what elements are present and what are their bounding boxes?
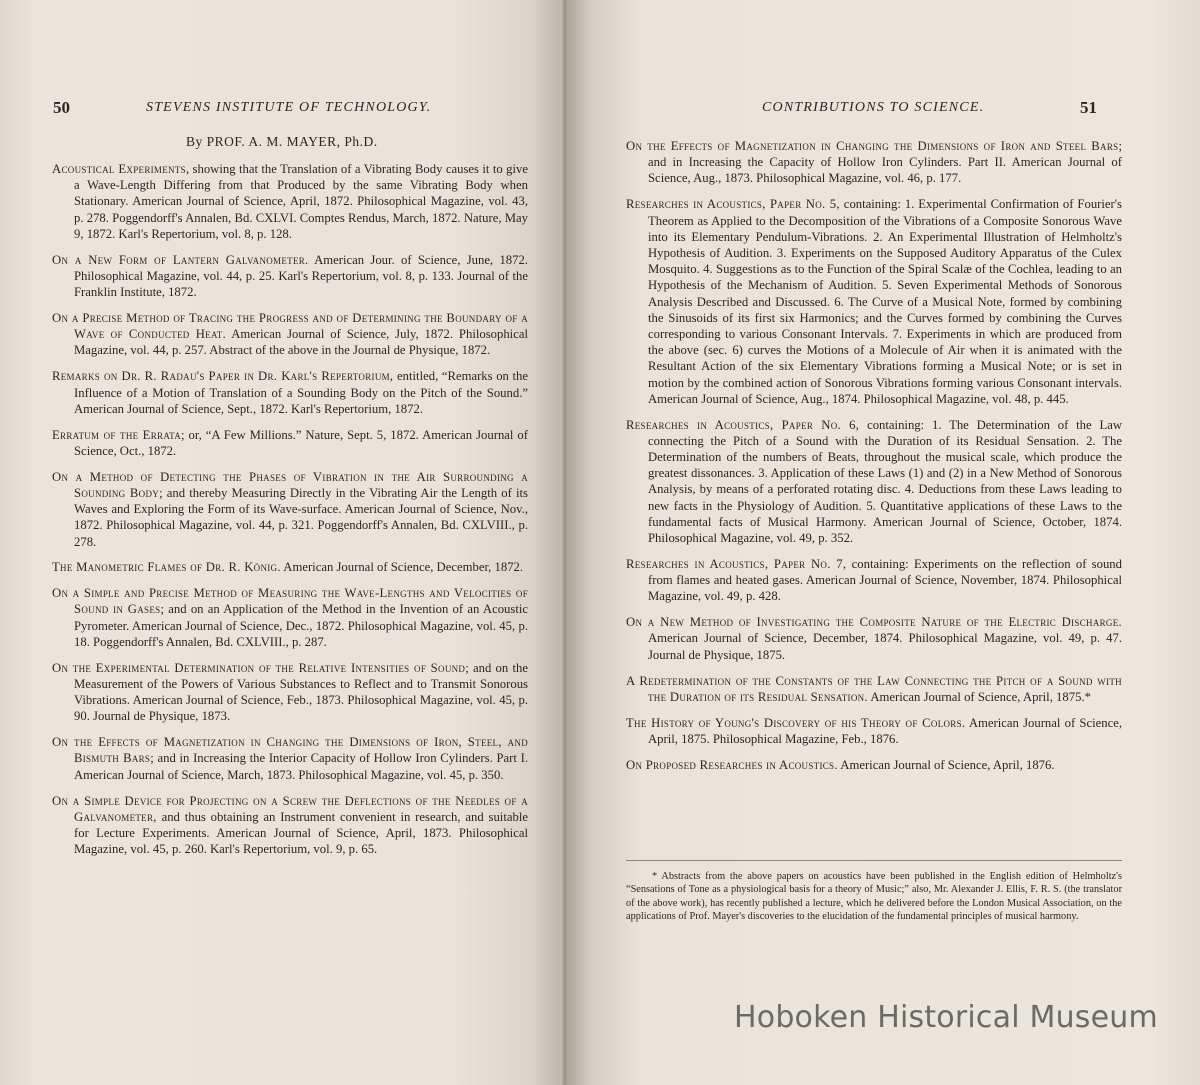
entry-title: Erratum of the Errata (52, 427, 182, 442)
entry-citation: ; and in Increasing the Capacity of Hollow Iron Cylinders. Part II. American Journal of Science, Aug., 1873. Philosophical Magazine, vol. 46, p. 177. (648, 139, 1122, 186)
entry-title: On the Effects of Magnetization in Changing the Dimensions of Iron and Steel Bars (626, 139, 1119, 153)
right-page-number: 51 (1080, 98, 1097, 117)
entry-citation: containing: 1. The Determination of the Law connecting the Pitch of a Sound with the Duration of its Residual Sensation. 2. The Determination of the numbers of Beats, throughout the musical scale, which produce the greatest dissonances. 3. Application of these Laws (1) and (2) in a New Method of Sonorous Analysis, by means of a perforated rotating disc. 4. Deductions from these Laws leading to new facts in the Physiology of Audition. 5. Quantitative applications of these Laws to the fundamental facts of Musical Harmony. American Journal of Science, October, 1874. Philosophical Magazine, vol. 49, p. 352. (648, 417, 1122, 546)
bibliography-entry (626, 556, 1122, 605)
left-running-head: STEVENS INSTITUTE OF TECHNOLOGY. (146, 100, 432, 115)
entry-citation: ; and on the Measurement of the Powers of Various Substances to Reflect and to Transmit Sonorous Vibrations. American Journal of Science, Feb., 1873. Philosophical Magazine, vol. 45, p. 90. Journal de Physique, 1873. (74, 660, 528, 724)
entry-title: A Redetermination of the Constants of the Law Connecting the Pitch of a Sound with the Duration of its Residual Sensation. (626, 673, 1122, 704)
bibliography-entry (52, 310, 528, 359)
left-page-number: 50 (53, 98, 70, 117)
bibliography-entry (52, 427, 528, 459)
footnote-divider (626, 860, 1122, 861)
entry-title: Researches in Acoustics, Paper No. 6, (626, 417, 860, 432)
entry-citation: American Journal of Science, April, 1875. Philosophical Magazine, Feb., 1876. (648, 715, 1123, 746)
entry-citation: American Journal of Science, December, 1874. Philosophical Magazine, vol. 49, p. 47. Journal de Physique, 1875. (648, 631, 1122, 662)
bibliography-entry (52, 161, 528, 242)
bibliography-entry (52, 793, 528, 858)
right-running-head: CONTRIBUTIONS TO SCIENCE. (762, 100, 985, 115)
entry-title: Remarks on Dr. R. Radau's Paper in Dr. Karl's Repertorium, (52, 369, 394, 384)
left-bibliography-list (52, 161, 528, 867)
bibliography-entry (52, 368, 528, 417)
entry-title: The History of Young's Discovery of his Theory of Colors. (626, 715, 966, 730)
entry-citation: American Journal of Science, December, 1872. (280, 560, 524, 575)
entry-citation: ; and in Increasing the Interior Capacity of Hollow Iron Cylinders. Part I. American Journal of Science, March, 1873. Philosophical Magazine, vol. 45, p. 350. (74, 751, 528, 782)
bibliography-entry (626, 757, 1122, 773)
entry-citation: American Journal of Science, April, 1876. (837, 757, 1055, 772)
bibliography-entry (52, 734, 528, 783)
bibliography-entry (626, 614, 1122, 663)
entry-title: On a Precise Method of Tracing the Progress and of Determining the Boundary of a Wave of Conducted Heat. (52, 311, 528, 342)
entry-citation: American Journal of Science, April, 1875.* (867, 689, 1091, 704)
left-page (0, 0, 566, 1085)
entry-citation: containing: Experiments on the reflection of sound from flames and heated gases. American Journal of Science, November, 1874. Philosophical Magazine, vol. 49, p. 428. (648, 556, 1122, 604)
entry-title: Acoustical Experiments (52, 162, 186, 176)
bibliography-entry (52, 559, 528, 575)
entry-title: On the Effects of Magnetization in Changing the Dimensions of Iron, Steel, and Bismuth Bars (52, 735, 528, 766)
bibliography-entry (626, 196, 1122, 407)
entry-citation: , showing that the Translation of a Vibrating Body causes it to give a Wave-Length Differing from that Produced by the same Vibrating Body when Stationary. American Journal of Science, April, 1872. Philosophical Magazine, vol. 43, p. 278. Poggendorff's Annalen, Bd. CXLVI. Comptes Rendus, March, 1872. Nature, May 9, 1872. Karl's Repertorium, vol. 8, p. 128. (74, 162, 528, 241)
entry-citation: ; or, “A Few Millions.” Nature, Sept. 5, 1872. American Journal of Science, Oct., 1872. (74, 427, 529, 458)
right-page (566, 0, 1200, 1085)
entry-title: On Proposed Researches in Acoustics. (626, 757, 838, 772)
bibliography-entry (626, 417, 1122, 547)
bibliography-entry (626, 138, 1122, 187)
entry-citation: ; and thereby Measuring Directly in the Vibrating Air the Length of its Waves and Exploring the Form of its Wave-surface. American Journal of Science, Nov., 1872. Philosophical Magazine, vol. 44, p. 321. Poggendorff's Annalen, Bd. CXLVIII., p. 278. (74, 485, 528, 549)
entry-citation: ; and on an Application of the Method in the Invention of an Acoustic Pyrometer. American Journal of Science, Dec., 1872. Philosophical Magazine, vol. 45, p. 18. Poggendorff's Annalen, Bd. CXLVIII., p. 287. (74, 602, 529, 649)
footnote: * Abstracts from the above papers on acoustics have been published in the English edition of Helmholtz's “Sensations of Tone as a physiological basis for a theory of Music;” also, Mr. Alexander J. Ellis, F. R. S. (the translator of the above work), has recently published a lecture, which he delivered before the London Musical Association, on the applications of Prof. Mayer's discoveries to the elucidation of the fundamental principles of musical harmony. (626, 871, 1122, 923)
entry-citation: containing: 1. Experimental Confirmation of Fourier's Theorem as Applied to the Decomposition of the Vibrations of a Composite Sonorous Wave into its Elementary Pendulum-Vibrations. 2. An Experimental Illustration of Helmholtz's Hypothesis of Audition. 3. Experiments on the Supposed Auditory Apparatus of the Culex Mosquito. 4. Suggestions as to the Function of the Spiral Scalæ of the Cochlea, leading to an Hypothesis of the Mechanism of Audition. 5. Seven Experimental Methods of Sonorous Analysis Described and Discussed. 6. The Curve of a Musical Note, formed by combining the Sinusoids of its first six Harmonics; and the Curves formed by combining the Curves corresponding to various Consonant Intervals. 7. Experiments in which are produced from the above (sec. 6) curves the Motions of a Molecule of Air when it is animated with the Resultant Action of the six Elementary Vibrations forming a Musical Note; or is set in motion by the combined action of Sonorous Vibrations forming various Consonant intervals. American Journal of Science, Aug., 1874. Philosophical Magazine, vol. 48, p. 445. (648, 197, 1122, 406)
entry-title: The Manometric Flames of Dr. R. König. (52, 560, 281, 575)
bibliography-entry (52, 585, 528, 650)
author-line: By PROF. A. M. MAYER, Ph.D. (186, 134, 378, 149)
museum-watermark: Hoboken Historical Museum (734, 1000, 1158, 1035)
bibliography-entry (52, 660, 528, 725)
entry-title: On a Simple Device for Projecting on a Screw the Deflections of the Needles of a Galvanometer, (52, 793, 528, 824)
entry-citation: entitled, “Remarks on the Influence of a Motion of Translation of a Sounding Body on the Pitch of the Sound.” American Journal of Science, Sept., 1872. Karl's Repertorium, 1872. (74, 369, 528, 416)
bibliography-entry (52, 469, 528, 550)
entry-citation: American Journal of Science, July, 1872. Philosophical Magazine, vol. 44, p. 257. Abstract of the above in the Journal de Physique, 1872. (74, 327, 528, 358)
bibliography-entry (626, 673, 1122, 705)
bibliography-entry (52, 252, 528, 301)
entry-title: On a Method of Detecting the Phases of Vibration in the Air Surrounding a Sounding Body (52, 469, 528, 500)
bibliography-entry (626, 715, 1122, 747)
entry-title: On the Experimental Determination of the Relative Intensities of Sound (52, 660, 466, 675)
entry-citation: and thus obtaining an Instrument convenient in research, and suitable for Lecture Experiments. American Journal of Science, April, 1873. Philosophical Magazine, vol. 45, p. 260. Karl's Repertorium, vol. 9, p. 65. (74, 809, 528, 857)
entry-title: On a New Form of Lantern Galvanometer. (52, 252, 309, 267)
entry-title: Researches in Acoustics, Paper No. 7, (626, 556, 847, 571)
right-bibliography-list (626, 138, 1122, 783)
entry-title: On a New Method of Investigating the Composite Nature of the Electric Discharge. (626, 615, 1122, 630)
entry-citation: American Jour. of Science, June, 1872. Philosophical Magazine, vol. 44, p. 25. Karl's Repertorium, vol. 8, p. 133. Journal of the Franklin Institute, 1872. (74, 252, 528, 300)
entry-title: Researches in Acoustics, Paper No. 5, (626, 197, 840, 212)
entry-title: On a Simple and Precise Method of Measuring the Wave-Lengths and Velocities of Sound in Gases (52, 586, 528, 617)
